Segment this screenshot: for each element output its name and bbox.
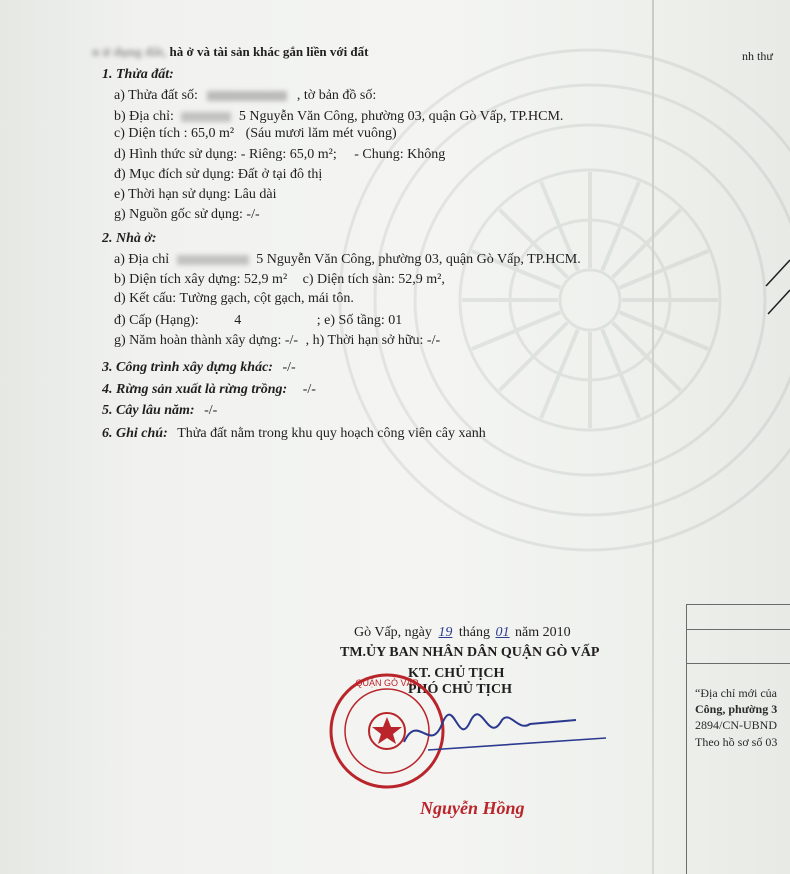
s1-a [114,88,376,104]
svg-text:QUẬN GÒ VẤP: QUẬN GÒ VẤP [355,678,419,688]
side-line-1: “Địa chỉ mới của [695,686,777,700]
s1-e: e) Thời hạn sử dụng: Lâu dài [114,187,277,202]
s1-d1-tail: - Chung: Không [354,147,446,162]
s2-d2-label: đ) Cấp (Hạng): [114,313,199,328]
date-prefix: Gò Vấp, ngày [354,625,432,640]
page-fold [652,0,654,874]
s2-g-label: g) Năm hoàn thành xây dựng: -/- [114,333,299,348]
s2-b-tail: c) Diện tích sàn: 52,9 m², [302,272,445,287]
s2-h: , h) Thời hạn sở hữu: -/- [305,333,441,348]
s2-d2-value: 4 [234,313,242,328]
s1-d1-label: d) Hình thức sử dụng: - Riêng: 65,0 m²; [114,147,337,162]
header-text: hà ở và tài sản khác gắn liền với đất [169,44,369,59]
section2-title: 2. Nhà ở: [102,231,157,246]
redacted-block [177,255,249,265]
date-year: năm 2010 [515,625,571,640]
divider [687,663,790,664]
date-day: 19 [438,625,453,640]
org-name: TM.ỦY BAN NHÂN DÂN QUẬN GÒ VẤP [340,645,600,660]
s1-b-label: b) Địa chỉ: [114,109,174,124]
s5 [102,403,217,419]
s1-d1 [114,147,445,163]
s2-e: ; e) Số tầng: 01 [316,313,403,328]
signer-name: Nguyễn Hồng [420,798,525,818]
divider [687,629,790,630]
side-line-2: Công, phường 3 [695,702,778,716]
signature-scribble [398,702,608,762]
side-line-4: Theo hồ sơ số 03 [695,735,778,749]
s1-g: g) Nguồn gốc sử dụng: -/- [114,207,260,222]
section1-title: 1. Thửa đất: [102,67,174,82]
s1-a-tail: , tờ bản đồ số: [296,88,377,103]
kt-chu-tich: KT. CHỦ TỊCH [408,666,505,681]
s5-value: -/- [204,403,218,418]
s4-label: 4. Rừng sản xuất là rừng trồng: [102,382,288,397]
header-title-right: nh thư [742,49,773,63]
s1-b-tail: 5 Nguyễn Văn Công, phường 03, quận Gò Vấp, TP.HCM. [238,109,564,124]
s1-c [114,126,397,142]
s1-a-label: a) Thửa đất số: [114,88,198,103]
side-notes-box [686,604,790,874]
s1-b [114,109,563,125]
s1-c-tail: (Sáu mươi lăm mét vuông) [245,126,397,141]
s2-a-tail: 5 Nguyễn Văn Công, phường 03, quận Gò Vấp, TP.HCM. [256,252,581,267]
header-title-left [92,44,369,60]
s2-d2 [114,313,402,329]
s6-value: Thửa đất nằm trong khu quy hoạch công viên cây xanh [177,426,486,441]
s1-c-label: c) Diện tích : 65,0 m² [114,126,235,141]
s5-label: 5. Cây lâu năm: [102,403,195,418]
pho-chu-tich: PHÓ CHỦ TỊCH [408,682,512,697]
s2-b [114,272,445,288]
redacted-block [181,112,231,122]
s3 [102,360,296,376]
edge-marks [760,250,790,320]
header-prefix: n ử dụng đất, [92,44,167,59]
s2-g [114,333,440,349]
s3-label: 3. Công trình xây dựng khác: [102,360,273,375]
s2-a-label: a) Địa chỉ [114,252,170,267]
date-month-label: tháng [458,625,491,640]
s1-d2: đ) Mục đích sử dụng: Đất ở tại đô thị [114,167,323,182]
date-month: 01 [495,625,510,640]
s4 [102,382,316,398]
s4-value: -/- [302,382,316,397]
s2-b-label: b) Diện tích xây dựng: 52,9 m² [114,272,288,287]
s2-d: d) Kết cấu: Tường gạch, cột gạch, mái tôn. [114,291,354,306]
s6 [102,426,486,442]
s6-label: 6. Ghi chú: [102,426,168,441]
s2-a [114,252,581,268]
s3-value: -/- [282,360,296,375]
date-line [354,625,571,641]
redacted-block [207,91,287,101]
side-line-3: 2894/CN-UBND [695,718,778,732]
